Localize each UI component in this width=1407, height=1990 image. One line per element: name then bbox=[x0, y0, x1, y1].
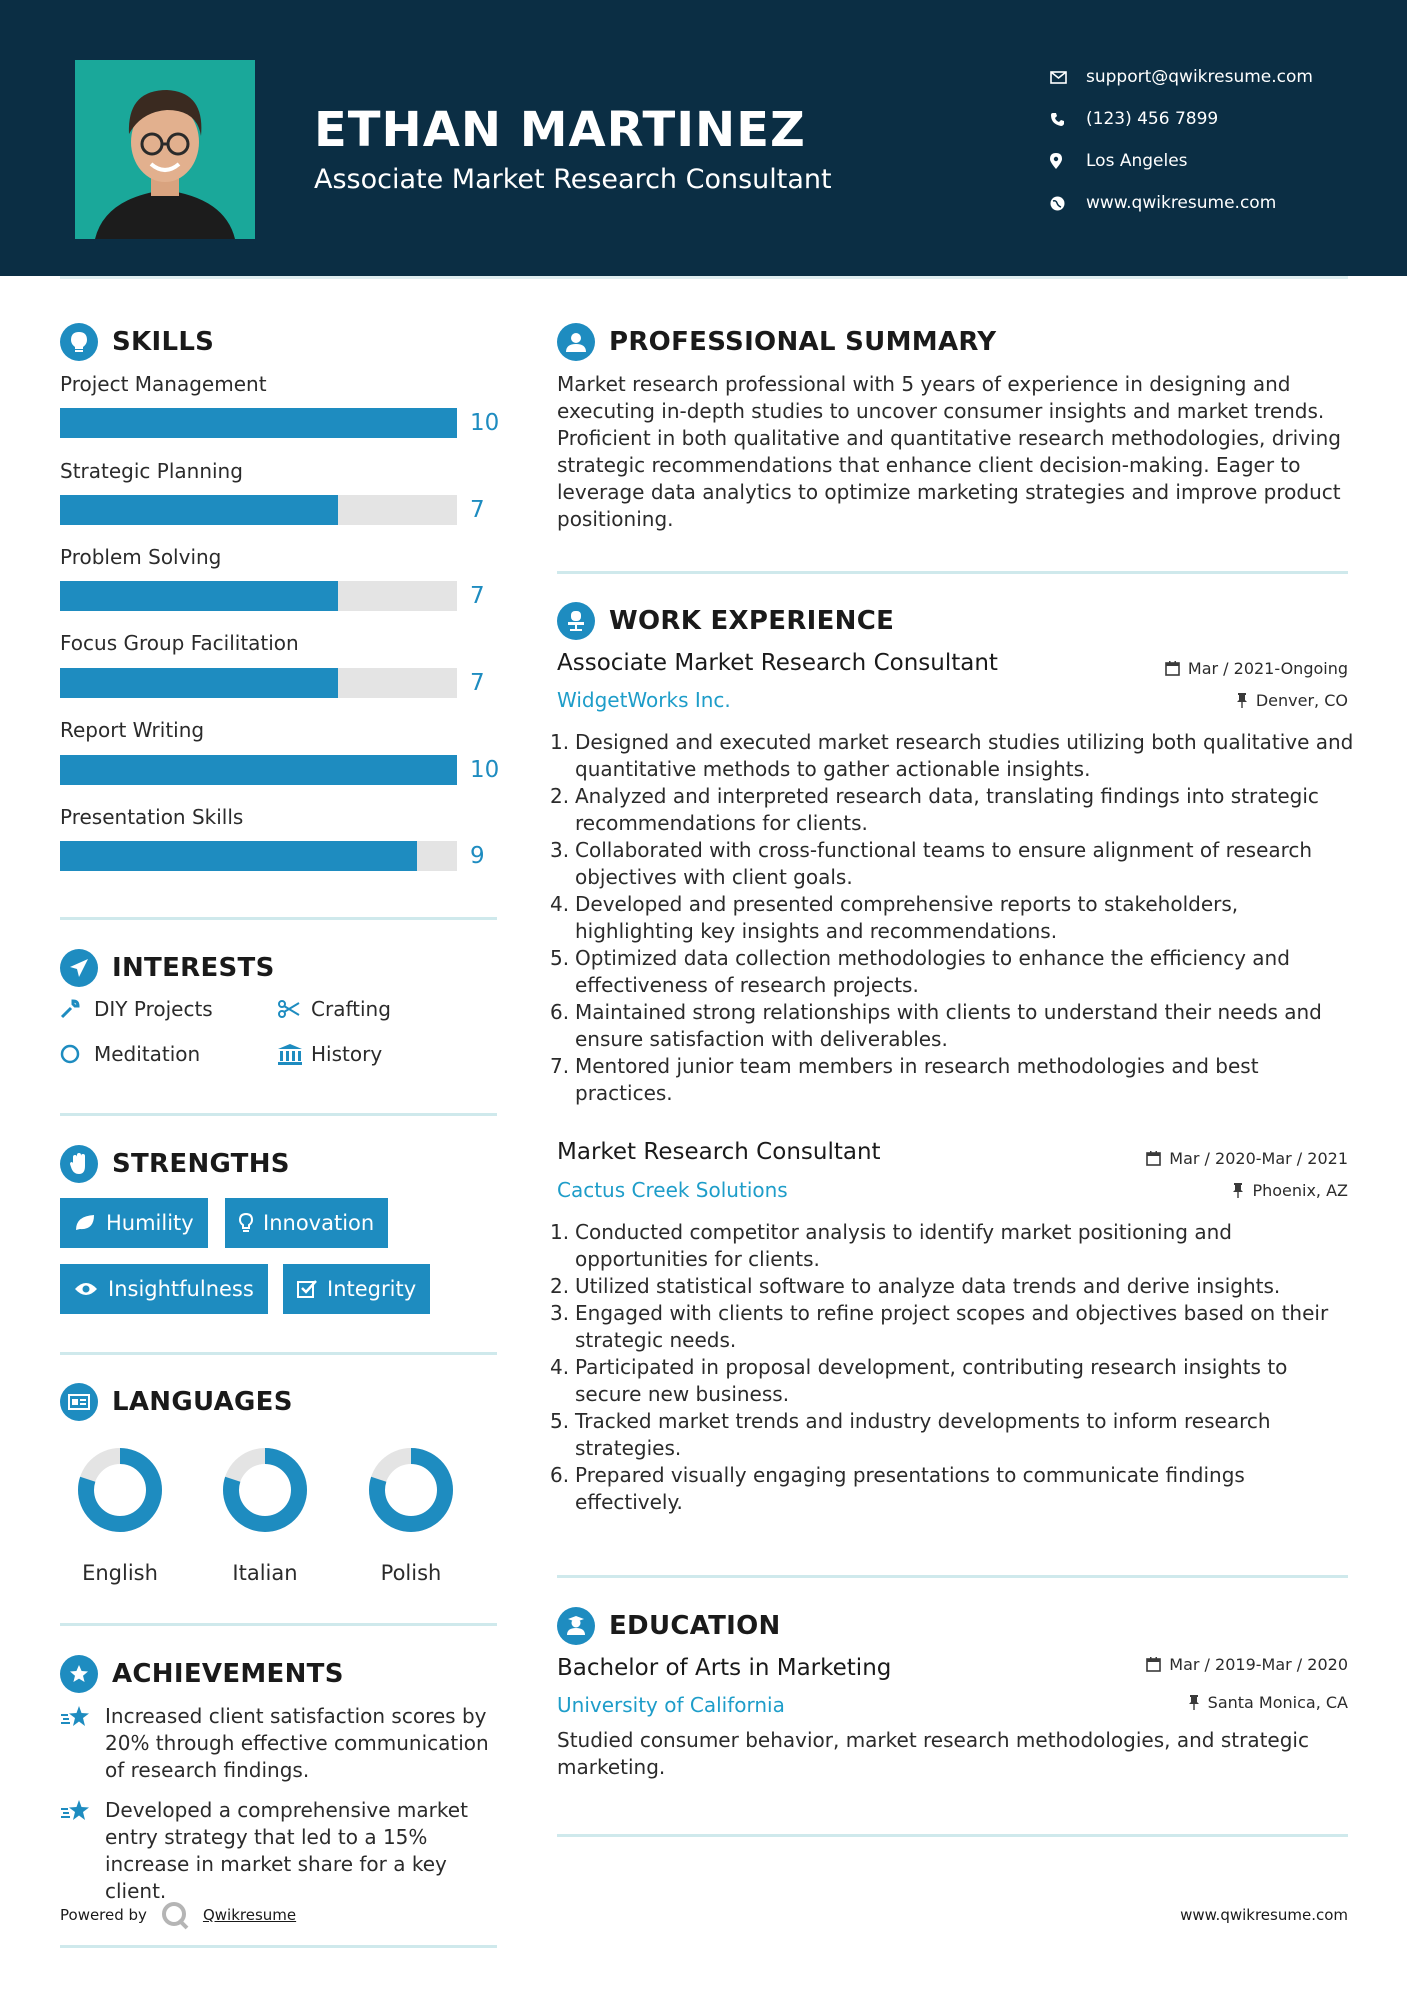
skills-heading bbox=[60, 323, 214, 361]
candidate-name: ETHAN MARTINEZ bbox=[314, 102, 806, 158]
mail-icon bbox=[1050, 71, 1086, 84]
interest-label: History bbox=[311, 1042, 383, 1066]
star-icon bbox=[60, 1797, 105, 1905]
pushpin-icon bbox=[1188, 1695, 1200, 1710]
achievement-item bbox=[60, 1797, 500, 1905]
section-divider bbox=[557, 571, 1348, 574]
circle-icon bbox=[60, 1044, 94, 1064]
bullet-text: Conducted competitor analysis to identify market positioning and opportunities for clients. bbox=[575, 1220, 1232, 1271]
language-label: Polish bbox=[380, 1561, 442, 1585]
language-item bbox=[341, 1445, 481, 1585]
language-item bbox=[50, 1445, 190, 1585]
bullet-text: Prepared visually engaging presentations to communicate findings effectively. bbox=[575, 1463, 1245, 1514]
skill-bar-fill bbox=[60, 668, 338, 698]
skill-value: 7 bbox=[470, 670, 485, 696]
interests-heading bbox=[60, 949, 275, 987]
eye-icon bbox=[74, 1281, 98, 1297]
skill-bar bbox=[60, 755, 457, 785]
skill-bar-fill bbox=[60, 408, 457, 438]
job-dates bbox=[1146, 1149, 1348, 1168]
language-ring bbox=[220, 1445, 310, 1535]
degree-title: Bachelor of Arts in Marketing bbox=[557, 1655, 892, 1681]
leaf-icon bbox=[74, 1214, 96, 1232]
strength-tag bbox=[283, 1264, 430, 1314]
skill-name: Presentation Skills bbox=[60, 805, 244, 829]
strength-label: Integrity bbox=[327, 1277, 417, 1301]
skill-name: Problem Solving bbox=[60, 545, 222, 569]
skills-title: SKILLS bbox=[112, 327, 215, 357]
summary-text: Market research professional with 5 years of experience in designing and executing in-depth studies to uncover consumer insights and market trends. Proficient in both qualitative and quantitative research methodologies, driving strategic recommendations that enhance client decision-making. Eager to leverage data analytics to optimize marketing strategies and improve product positioning. bbox=[557, 372, 1341, 531]
bullet-item: 4. Participated in proposal development, contributing research insights to secure new business. bbox=[550, 1355, 1288, 1406]
paper-plane-icon bbox=[60, 949, 98, 987]
education-title: EDUCATION bbox=[609, 1611, 781, 1641]
bullet-item: 5. Optimized data collection methodologies to enhance the efficiency and effectiveness of research projects. bbox=[550, 946, 1290, 997]
skill-name: Focus Group Facilitation bbox=[60, 631, 299, 655]
job-location-text: Phoenix, AZ bbox=[1252, 1181, 1348, 1200]
section-divider bbox=[557, 1834, 1348, 1837]
skill-bar bbox=[60, 495, 457, 525]
language-card-icon bbox=[60, 1383, 98, 1421]
globe-icon bbox=[1050, 196, 1086, 211]
language-ring bbox=[75, 1445, 165, 1535]
lightbulb-icon bbox=[239, 1213, 253, 1233]
pushpin-icon bbox=[1236, 693, 1248, 708]
skill-value: 10 bbox=[470, 757, 500, 783]
section-divider bbox=[60, 917, 497, 920]
check-square-icon bbox=[297, 1279, 317, 1299]
resume-header bbox=[0, 0, 1407, 276]
contact-phone-text: (123) 456 7899 bbox=[1086, 109, 1219, 129]
hand-icon bbox=[60, 1145, 98, 1183]
skill-name: Project Management bbox=[60, 372, 267, 396]
strength-label: Humility bbox=[106, 1211, 194, 1235]
interest-item bbox=[277, 997, 391, 1021]
job-dates bbox=[1165, 659, 1348, 678]
language-ring bbox=[366, 1445, 456, 1535]
achievement-text: Increased client satisfaction scores by 20% through effective communication of research findings. bbox=[105, 1704, 489, 1782]
calendar-icon bbox=[1146, 1657, 1161, 1672]
section-divider bbox=[557, 1575, 1348, 1578]
strengths-title: STRENGTHS bbox=[112, 1149, 290, 1179]
bullet-item: 2. Analyzed and interpreted research data, translating findings into strategic recommendations for clients. bbox=[550, 784, 1319, 835]
skill-value: 10 bbox=[470, 410, 500, 436]
section-divider bbox=[60, 1623, 497, 1626]
powered-by bbox=[60, 1900, 296, 1930]
star-icon bbox=[60, 1703, 105, 1784]
user-icon bbox=[557, 323, 595, 361]
interest-item bbox=[60, 997, 213, 1021]
bullet-item: 1. Designed and executed market research studies utilizing both qualitative and quantitative methods to gather actionable insights. bbox=[550, 730, 1354, 781]
wrench-icon bbox=[60, 999, 94, 1019]
education-heading bbox=[557, 1607, 781, 1645]
company-name: WidgetWorks Inc. bbox=[557, 688, 731, 712]
lightbulb-icon bbox=[60, 323, 98, 361]
header-divider bbox=[60, 276, 1348, 279]
interest-item bbox=[60, 1042, 200, 1066]
skill-bar bbox=[60, 581, 457, 611]
qwikresume-logo-icon bbox=[159, 1900, 193, 1930]
star-badge-icon bbox=[60, 1655, 98, 1693]
bullet-text: Participated in proposal development, contributing research insights to secure new business. bbox=[575, 1355, 1288, 1406]
bullet-text: Tracked market trends and industry developments to inform research strategies. bbox=[575, 1409, 1271, 1460]
contact-email[interactable] bbox=[1050, 56, 1313, 98]
skill-bar-fill bbox=[60, 841, 417, 871]
achievements-heading bbox=[60, 1655, 344, 1693]
bullet-item: 4. Developed and presented comprehensive reports to stakeholders, highlighting key insights and recommendations. bbox=[550, 892, 1239, 943]
languages-heading bbox=[60, 1383, 293, 1421]
summary-heading bbox=[557, 323, 996, 361]
skill-bar bbox=[60, 408, 457, 438]
job-bullets bbox=[550, 1219, 1357, 1516]
skill-name: Strategic Planning bbox=[60, 459, 243, 483]
strength-tag bbox=[60, 1198, 208, 1248]
bullet-item: 3. Engaged with clients to refine project scopes and objectives based on their strategic needs. bbox=[550, 1301, 1329, 1352]
candidate-title: Associate Market Research Consultant bbox=[314, 164, 832, 195]
bullet-text: Engaged with clients to refine project scopes and objectives based on their strategic needs. bbox=[575, 1301, 1329, 1352]
skill-bar-fill bbox=[60, 755, 457, 785]
education-dates bbox=[1146, 1655, 1348, 1674]
bullet-item: 3. Collaborated with cross-functional teams to ensure alignment of research objectives with client goals. bbox=[550, 838, 1313, 889]
bullet-item: 1. Conducted competitor analysis to identify market positioning and opportunities for clients. bbox=[550, 1220, 1232, 1271]
contact-website-text: www.qwikresume.com bbox=[1086, 193, 1277, 213]
education-location-text: Santa Monica, CA bbox=[1207, 1693, 1348, 1712]
skill-bar-fill bbox=[60, 581, 338, 611]
bullet-item: 2. Utilized statistical software to analyze data trends and derive insights. bbox=[550, 1274, 1281, 1298]
bullet-text: Designed and executed market research studies utilizing both qualitative and quantitative methods to gather actionable insights. bbox=[575, 730, 1354, 781]
company-name: Cactus Creek Solutions bbox=[557, 1178, 788, 1202]
interest-label: DIY Projects bbox=[94, 997, 213, 1021]
bullet-text: Utilized statistical software to analyze data trends and derive insights. bbox=[575, 1274, 1281, 1298]
strength-label: Insightfulness bbox=[108, 1277, 254, 1301]
location-pin-icon bbox=[1050, 153, 1086, 169]
bullet-text: Optimized data collection methodologies to enhance the efficiency and effectiveness of research projects. bbox=[575, 946, 1290, 997]
interest-item bbox=[277, 1042, 382, 1066]
summary-title: PROFESSIONAL SUMMARY bbox=[609, 327, 997, 357]
museum-icon bbox=[277, 1043, 311, 1065]
strength-label: Innovation bbox=[263, 1211, 375, 1235]
language-label: Italian bbox=[232, 1561, 298, 1585]
contact-location bbox=[1050, 140, 1313, 182]
bullet-item: 5. Tracked market trends and industry developments to inform research strategies. bbox=[550, 1409, 1271, 1460]
job-title: Market Research Consultant bbox=[557, 1139, 881, 1165]
contact-phone[interactable] bbox=[1050, 98, 1313, 140]
job-title: Associate Market Research Consultant bbox=[557, 650, 998, 676]
calendar-icon bbox=[1165, 661, 1180, 676]
achievement-item bbox=[60, 1703, 500, 1784]
job-bullets bbox=[550, 729, 1357, 1107]
powered-by-label: Powered by bbox=[60, 1906, 147, 1924]
qwikresume-link[interactable]: Qwikresume bbox=[202, 1906, 297, 1924]
education-location bbox=[1188, 1693, 1348, 1712]
bullet-text: Developed and presented comprehensive reports to stakeholders, highlighting key insights and recommendations. bbox=[575, 892, 1239, 943]
skill-name: Report Writing bbox=[60, 718, 205, 742]
bullet-item: 7. Mentored junior team members in research methodologies and best practices. bbox=[550, 1054, 1259, 1105]
experience-heading bbox=[557, 602, 894, 640]
scissors-icon bbox=[277, 1000, 311, 1018]
interest-label: Meditation bbox=[94, 1042, 201, 1066]
skill-value: 9 bbox=[470, 843, 485, 869]
footer-website[interactable]: www.qwikresume.com bbox=[1180, 1906, 1348, 1924]
briefcase-chair-icon bbox=[557, 602, 595, 640]
achievements-title: ACHIEVEMENTS bbox=[112, 1659, 344, 1689]
strength-tag bbox=[225, 1198, 388, 1248]
bullet-item: 6. Maintained strong relationships with clients to understand their needs and ensure satisfaction with deliverables. bbox=[550, 1000, 1322, 1051]
section-divider bbox=[60, 1945, 497, 1948]
job-dates-text: Mar / 2020-Mar / 2021 bbox=[1169, 1149, 1348, 1168]
languages-title: LANGUAGES bbox=[112, 1387, 293, 1417]
interest-label: Crafting bbox=[311, 997, 391, 1021]
language-item bbox=[195, 1445, 335, 1585]
strengths-heading bbox=[60, 1145, 290, 1183]
job-location bbox=[1236, 691, 1348, 710]
job-location-text: Denver, CO bbox=[1255, 691, 1348, 710]
contact-website[interactable] bbox=[1050, 182, 1313, 224]
section-divider bbox=[60, 1352, 497, 1355]
contact-email-text: support@qwikresume.com bbox=[1086, 67, 1313, 87]
strength-tag bbox=[60, 1264, 268, 1314]
bullet-text: Collaborated with cross-functional teams to ensure alignment of research objectives with client goals. bbox=[575, 838, 1313, 889]
skill-bar-fill bbox=[60, 495, 338, 525]
school-name: University of California bbox=[557, 1693, 785, 1717]
section-divider bbox=[60, 1113, 497, 1116]
interests-title: INTERESTS bbox=[112, 953, 275, 983]
calendar-icon bbox=[1146, 1151, 1161, 1166]
experience-title: WORK EXPERIENCE bbox=[609, 606, 895, 636]
skill-bar bbox=[60, 841, 457, 871]
education-description: Studied consumer behavior, market research methodologies, and strategic marketing. bbox=[557, 1728, 1309, 1779]
education-dates-text: Mar / 2019-Mar / 2020 bbox=[1169, 1655, 1348, 1674]
language-label: English bbox=[82, 1561, 158, 1585]
graduate-icon bbox=[557, 1607, 595, 1645]
bullet-item: 6. Prepared visually engaging presentations to communicate findings effectively. bbox=[550, 1463, 1245, 1514]
skill-value: 7 bbox=[470, 497, 485, 523]
job-location bbox=[1232, 1181, 1348, 1200]
bullet-text: Analyzed and interpreted research data, translating findings into strategic recommendations for clients. bbox=[575, 784, 1319, 835]
profile-photo bbox=[75, 60, 255, 239]
pushpin-icon bbox=[1232, 1183, 1244, 1198]
bullet-text: Maintained strong relationships with clients to understand their needs and ensure satisfaction with deliverables. bbox=[575, 1000, 1322, 1051]
skill-bar bbox=[60, 668, 457, 698]
bullet-text: Mentored junior team members in research methodologies and best practices. bbox=[575, 1054, 1259, 1105]
contact-list bbox=[1050, 56, 1313, 224]
achievement-text: Developed a comprehensive market entry strategy that led to a 15% increase in market share for a key client. bbox=[105, 1798, 468, 1903]
contact-location-text: Los Angeles bbox=[1086, 151, 1188, 171]
phone-icon bbox=[1050, 112, 1086, 127]
skill-value: 7 bbox=[470, 583, 485, 609]
job-dates-text: Mar / 2021-Ongoing bbox=[1187, 659, 1348, 678]
